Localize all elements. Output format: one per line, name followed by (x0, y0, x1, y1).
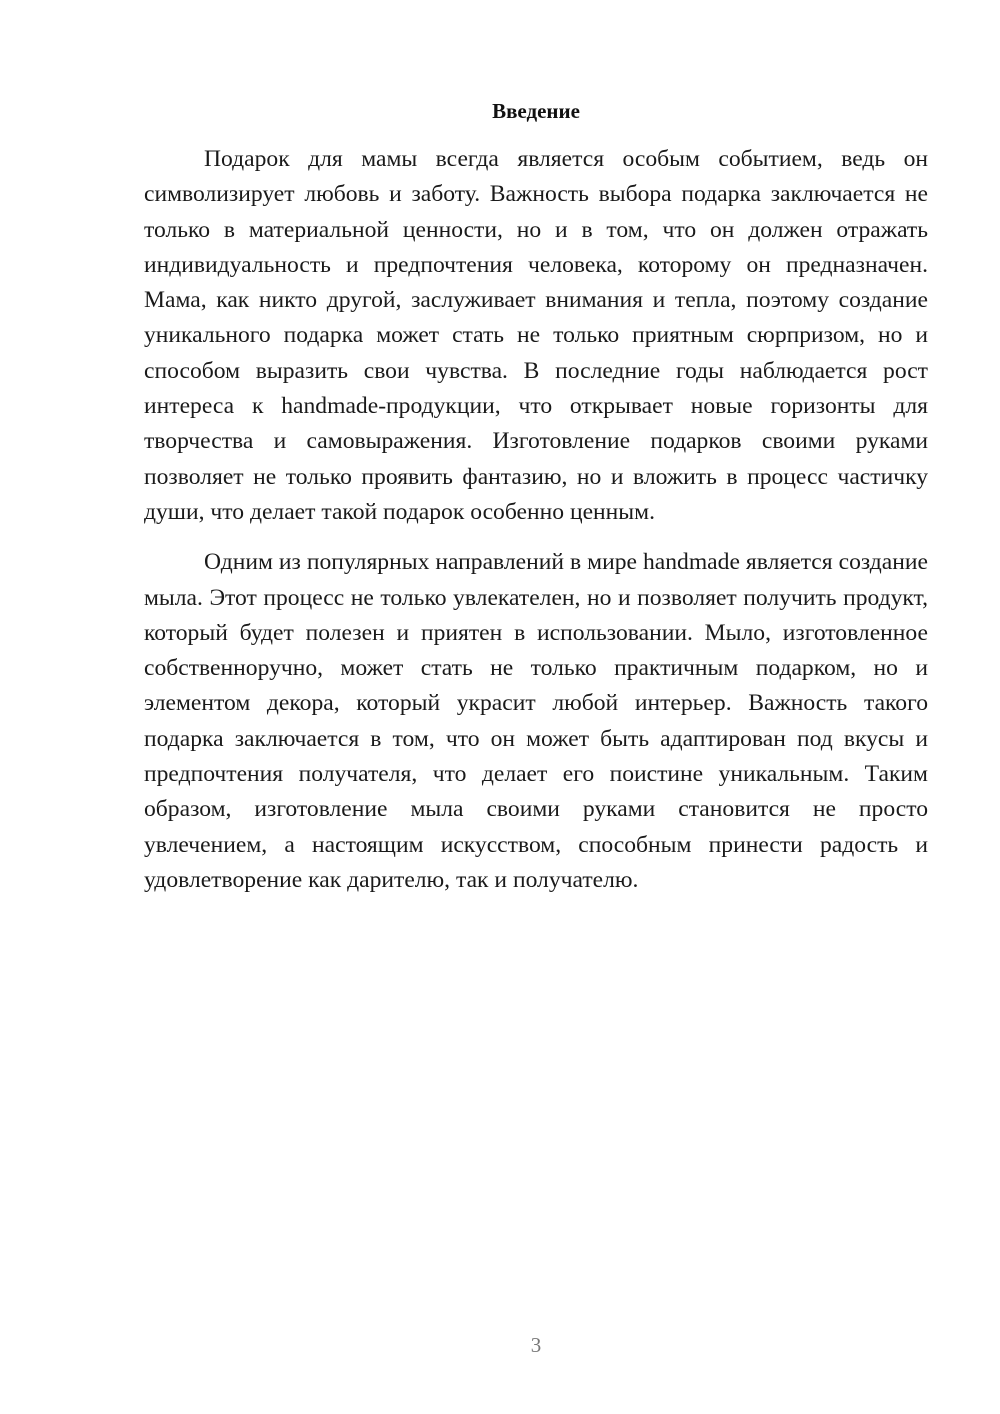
body-text (144, 142, 928, 898)
page-number: 3 (530, 1333, 542, 1357)
paragraph-1: Подарок для мамы всегда является особым событием, ведь он символизирует любовь и заботу. Важность выбора подарка заключается не только в материальной ценности, но и в том, что он должен отражать индивидуальность и предпочтения человека, которому он предназначен. Мама, как никто другой, заслуживает внимания и тепла, поэтому создание уникального подарка может стать не только приятным сюрпризом, но и способом выразить свои чувства. В последние годы наблюдается рост интереса к handmade-продукции, что открывает новые горизонты для творчества и самовыражения. Изготовление подарков своими руками позволяет не только проявить фантазию, но и вложить в процесс частичку души, что делает такой подарок особенно ценным. (144, 146, 928, 525)
section-title: Введение (492, 99, 580, 123)
paragraph-2: Одним из популярных направлений в мире handmade является создание мыла. Этот процесс не только увлекателен, но и позволяет получить продукт, который будет полезен и приятен в использовании. Мыло, изготовленное собственноручно, может стать не только практичным подарком, но и элементом декора, который украсит любой интерьер. Важность такого подарка заключается в том, что он может быть адаптирован под вкусы и предпочтения получателя, что делает его поистине уникальным. Таким образом, изготовление мыла своими руками становится не просто увлечением, а настоящим искусством, способным принести радость и удовлетворение как дарителю, так и получателю. (144, 549, 928, 893)
